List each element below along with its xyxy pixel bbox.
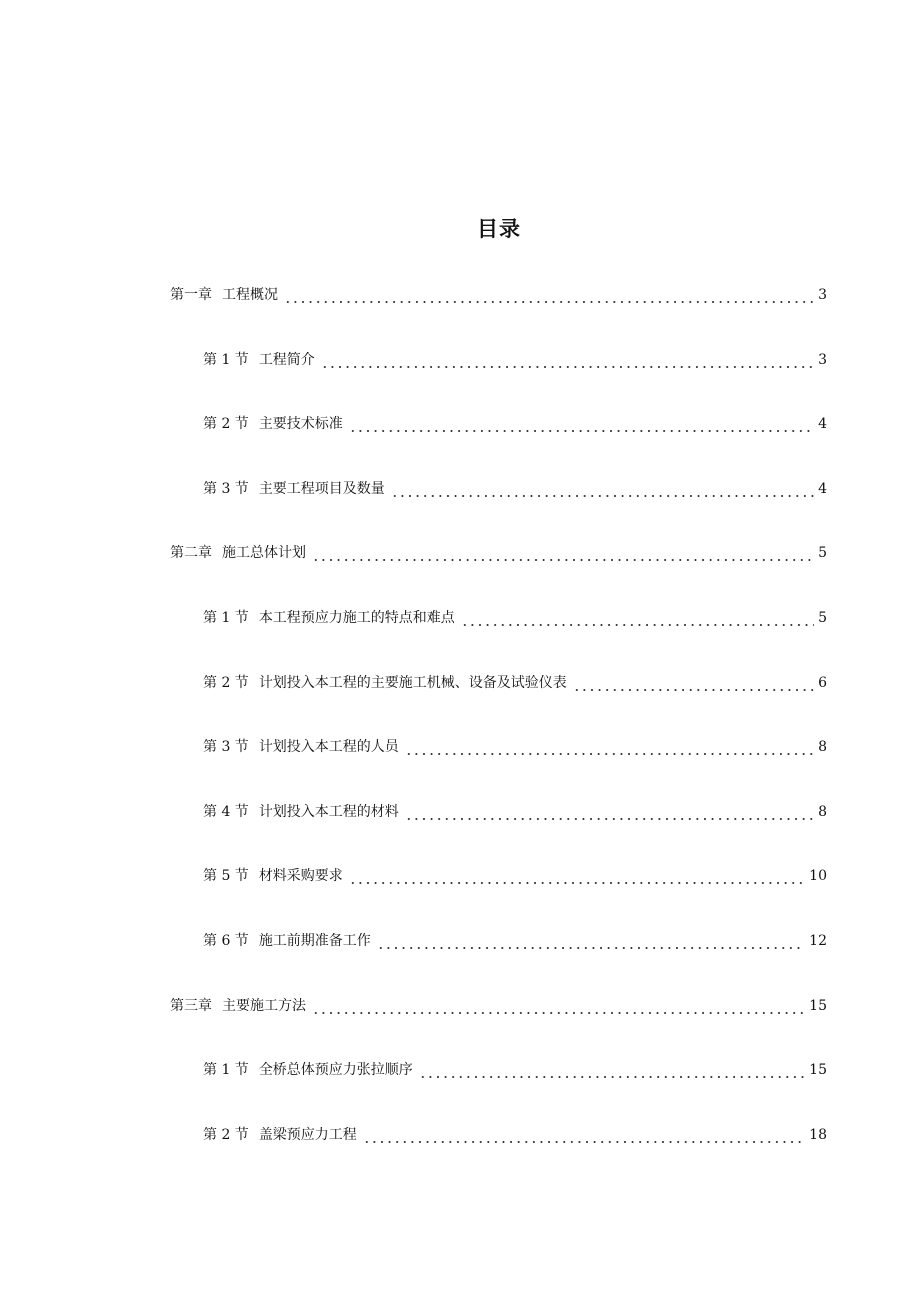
toc-entry-text: 计划投入本工程的人员 <box>258 739 399 756</box>
toc-entry-label <box>203 343 315 377</box>
toc-entry-page: 4 <box>818 416 827 433</box>
toc-entry[interactable] <box>0 989 920 1054</box>
toc-dot-leader <box>312 989 805 1023</box>
toc-entry-page: 5 <box>818 545 827 562</box>
toc-entry[interactable] <box>0 924 920 989</box>
toc-dot-leader <box>363 1118 805 1152</box>
toc-entry-text: 施工总体计划 <box>222 545 306 562</box>
toc-entry[interactable] <box>0 730 920 795</box>
toc-dot-leader <box>405 795 814 829</box>
toc-entry-number: 第 4 节 <box>203 803 249 820</box>
toc-entry-number: 第 6 节 <box>203 932 249 949</box>
toc-entry-text: 施工前期准备工作 <box>258 932 371 949</box>
toc-entry-text: 主要技术标准 <box>258 416 343 433</box>
toc-entry-text: 主要工程项目及数量 <box>258 480 385 497</box>
toc-entry-page: 3 <box>818 287 827 303</box>
toc-entry-label <box>203 1118 357 1152</box>
toc-entry-number: 第 2 节 <box>203 416 249 433</box>
toc-dot-leader <box>573 666 814 700</box>
toc-entry-number: 第 1 节 <box>203 1062 249 1079</box>
toc-entry[interactable] <box>0 795 920 860</box>
toc-entry-page: 8 <box>818 739 827 756</box>
toc-entry-page: 4 <box>818 480 827 497</box>
toc-dot-leader <box>391 472 814 506</box>
toc-entry-label <box>203 601 455 635</box>
toc-entry-page: 3 <box>818 351 827 368</box>
toc-dot-leader <box>284 278 814 312</box>
toc-entry-page: 15 <box>809 997 827 1014</box>
toc-dot-leader <box>377 924 805 958</box>
toc-entry-text: 工程概况 <box>222 287 278 303</box>
toc-entry-label <box>203 795 399 829</box>
toc-entry[interactable] <box>0 407 920 472</box>
toc-entry[interactable] <box>0 472 920 537</box>
toc-entry-text: 计划投入本工程的材料 <box>258 803 399 820</box>
toc-dot-leader <box>461 601 814 635</box>
toc-entry-number: 第 5 节 <box>203 868 249 885</box>
toc-dot-leader <box>349 859 805 893</box>
toc-entry[interactable] <box>0 666 920 731</box>
toc-entry-label <box>170 536 306 570</box>
toc-entry[interactable] <box>0 859 920 924</box>
toc-entry-text: 全桥总体预应力张拉顺序 <box>258 1062 413 1079</box>
toc-entry-label <box>203 666 567 700</box>
toc-entry-page: 15 <box>809 1062 827 1079</box>
toc-entry-page: 8 <box>818 803 827 820</box>
toc-entry-number: 第一章 <box>170 287 212 303</box>
toc-entry-text: 本工程预应力施工的特点和难点 <box>258 609 455 626</box>
toc-entry-page: 5 <box>818 609 827 626</box>
toc-entry-label <box>203 407 343 441</box>
toc-entry-label <box>203 924 371 958</box>
toc-entry-number: 第 2 节 <box>203 1126 249 1143</box>
toc-entry-number: 第 1 节 <box>203 609 249 626</box>
toc-entry-page: 6 <box>818 674 827 691</box>
toc-dot-leader <box>349 407 814 441</box>
toc-dot-leader <box>405 730 814 764</box>
toc-entry-page: 18 <box>809 1126 827 1143</box>
toc-entry-page: 12 <box>809 932 827 949</box>
toc-entry[interactable] <box>0 278 920 343</box>
toc-list <box>0 278 920 1182</box>
toc-entry-label <box>203 1053 413 1087</box>
toc-entry[interactable] <box>0 343 920 408</box>
toc-entry[interactable] <box>0 601 920 666</box>
toc-entry-number: 第 2 节 <box>203 674 249 691</box>
toc-entry-text: 主要施工方法 <box>222 997 306 1014</box>
toc-entry-text: 盖梁预应力工程 <box>258 1126 357 1143</box>
toc-dot-leader <box>312 536 814 570</box>
toc-entry-text: 工程简介 <box>258 351 315 368</box>
toc-entry-label <box>203 472 385 506</box>
toc-entry-page: 10 <box>809 868 827 885</box>
toc-entry-text: 材料采购要求 <box>258 868 343 885</box>
toc-entry-number: 第二章 <box>170 545 212 562</box>
toc-entry-number: 第 3 节 <box>203 739 249 756</box>
toc-dot-leader <box>419 1053 805 1087</box>
toc-entry-label <box>203 859 343 893</box>
toc-entry-label <box>170 989 306 1023</box>
toc-entry-number: 第三章 <box>170 997 212 1014</box>
toc-entry[interactable] <box>0 1053 920 1118</box>
toc-entry-label <box>170 278 278 312</box>
toc-dot-leader <box>321 343 814 377</box>
toc-entry-text: 计划投入本工程的主要施工机械、设备及试验仪表 <box>258 674 567 691</box>
toc-entry-number: 第 1 节 <box>203 351 249 368</box>
toc-entry-number: 第 3 节 <box>203 480 249 497</box>
toc-entry-label <box>203 730 399 764</box>
toc-entry[interactable] <box>0 536 920 601</box>
toc-title: 目录 <box>477 217 521 241</box>
toc-entry[interactable] <box>0 1118 920 1183</box>
